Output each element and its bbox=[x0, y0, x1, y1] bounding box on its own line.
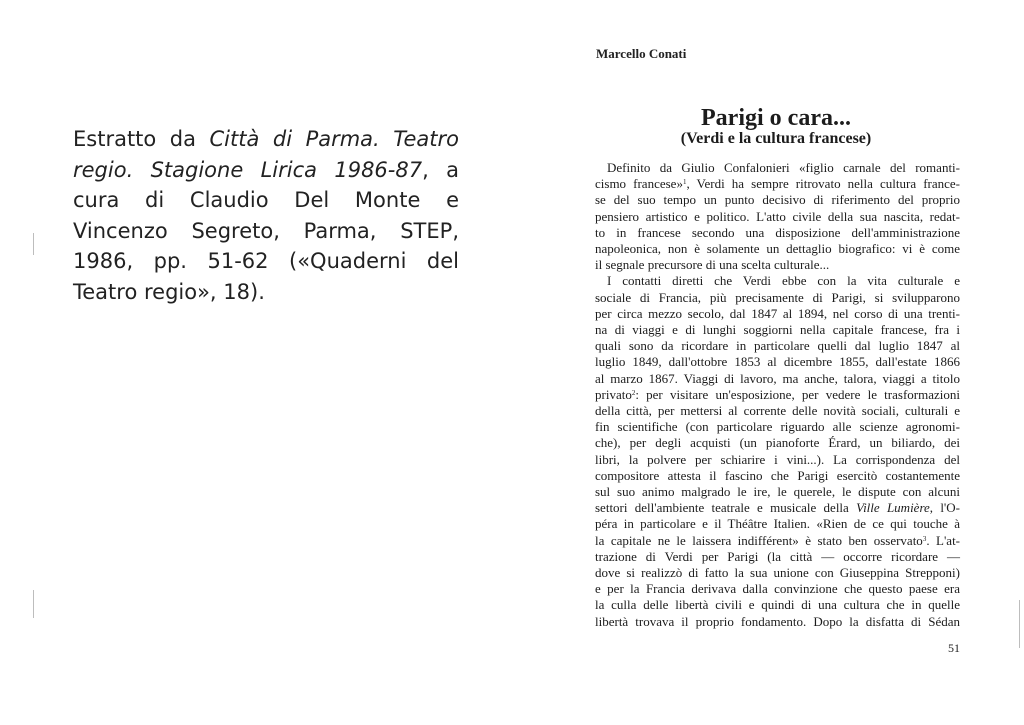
citation-suffix: , a cura di Claudio Del Monte e Vincenzo Segreto, Parma, STEP, 1986, pp. 51-62 («Quaderni del Teatro regio», 18). bbox=[73, 157, 459, 304]
offprint-citation bbox=[73, 124, 459, 307]
text-line: al marzo 1867. Viaggi di lavoro, ma anche, talora, viaggi a titolo bbox=[595, 370, 960, 386]
paragraph-1 bbox=[595, 160, 960, 273]
article-title: Parigi o cara... bbox=[701, 105, 851, 131]
scan-artifact bbox=[33, 590, 34, 618]
text-line: to in francese secondo una disposizione dell'amministrazione bbox=[595, 224, 960, 240]
scan-artifact bbox=[1019, 600, 1020, 648]
text-line: I contatti diretti che Verdi ebbe con la vita culturale e bbox=[607, 273, 960, 289]
article-subtitle: (Verdi e la cultura francese) bbox=[680, 130, 872, 147]
paragraph-2 bbox=[595, 273, 960, 629]
text-line: trazione di Verdi per Parigi (la città — occorre ricordare — bbox=[595, 548, 960, 564]
text-line: libri, la polvere per schiarire i vini...). La corrispondenza del bbox=[595, 451, 960, 467]
text-line: privato$^2$: per visitare un'esposizione, per vedere le trasformazioni bbox=[595, 386, 960, 402]
text-line: napoleonica, non è solamente un dettaglio biografico: vi è come bbox=[595, 241, 960, 257]
text-line: sul suo animo malgrado le ire, le querele, le dispute con alcuni bbox=[595, 484, 960, 500]
running-head-author: Marcello Conati bbox=[596, 46, 687, 61]
footnote-ref: 2 bbox=[631, 388, 636, 397]
text-line: che), per degli acquisti (un pianoforte Érard, un biliardo, dei bbox=[595, 435, 960, 451]
text-line: libertà trovava il proprio fondamento. Dopo la disfatta di Sédan bbox=[595, 613, 960, 629]
text-line: quali sono da ricordare in particolare quelli dal luglio 1847 al bbox=[595, 338, 960, 354]
text-line: cismo francese»$^1$, Verdi ha sempre ritrovato nella cultura france- bbox=[595, 176, 960, 192]
text-line: della città, per mettersi al corrente delle novità sociali, culturali e bbox=[595, 403, 960, 419]
text-line: Definito da Giulio Confalonieri «figlio carnale del romanti- bbox=[607, 160, 960, 175]
emphasis: Ville Lumière bbox=[856, 500, 930, 516]
text-line: luglio 1849, dall'ottobre 1853 al dicembre 1855, dall'estate 1866 bbox=[595, 354, 960, 370]
text-line: na di viaggi e di lunghi soggiorni nella capitale francese, fra i bbox=[595, 322, 960, 338]
text-line: sociale di Francia, più precisamente di Parigi, si svilupparono bbox=[595, 289, 960, 305]
text-line: se del suo tempo un punto decisivo di riferimento del proprio bbox=[595, 192, 960, 208]
text-line: per circa mezzo secolo, dal 1847 al 1894, nel corso di una trenti- bbox=[595, 305, 960, 321]
text-line: pensiero artistico e politico. L'atto civile della sua nascita, redat- bbox=[595, 208, 960, 224]
text-line: la culla delle libertà civili e quindi di una cultura che in quelle bbox=[595, 597, 960, 613]
citation-prefix: Estratto da bbox=[73, 127, 210, 151]
right-page bbox=[512, 0, 1024, 725]
text-line: la capitale ne le laissera indifférent» è stato ben osservato$^3$. L'at- bbox=[595, 532, 961, 548]
article-body bbox=[595, 160, 960, 630]
text-line: dove si realizzò di fatto la sua unione con Giuseppina Strepponi) bbox=[595, 565, 960, 581]
text-line: il segnale precursore di una scelta culturale... bbox=[595, 257, 830, 273]
footnote-ref: 3 bbox=[922, 534, 927, 543]
citation-source: Città di Parma. Teatro regio. Stagione Lirica 1986-87 bbox=[73, 127, 459, 182]
footnote-ref: 1 bbox=[682, 178, 687, 187]
scan-artifact bbox=[33, 233, 34, 255]
text-line: fin scientifiche (con particolare riguardo alle scienze agronomi- bbox=[595, 419, 960, 435]
text-line: settori dell'ambiente teatrale e musicale della Ville Lumière, l'O- bbox=[595, 500, 960, 516]
text-line: péra in particolare e il Théâtre Italien. «Rien de ce qui touche à bbox=[595, 516, 960, 532]
text-line: e per la Francia derivava dalla convinzione che questo paese era bbox=[595, 581, 960, 597]
page-number: 51 bbox=[948, 641, 960, 655]
text-line: compositore attesta il fascino che Parigi esercitò costantemente bbox=[595, 467, 960, 483]
